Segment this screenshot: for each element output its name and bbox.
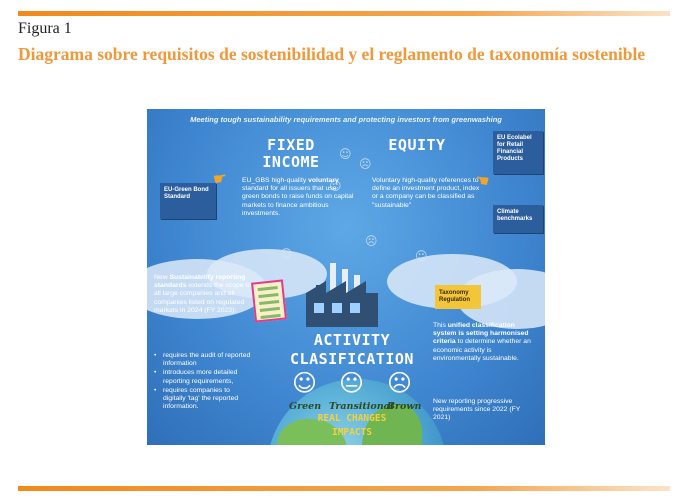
reporting-standards-text: New Sustainability reporting standards extends the scope to all large companies and all companies listed on regulated markets in 2024 (FY 2023):: [154, 274, 252, 314]
infographic: [147, 109, 545, 445]
equity-heading: EQUITY: [388, 136, 446, 154]
list-item: • introduces more detailed reporting requirements,: [154, 369, 254, 385]
face-icon: ☺: [339, 147, 352, 161]
fixed-income-text: EU_GBS high-quality voluntary standard for all issuers that use green bonds to raise funds on capital markets to finance ambitious investments.: [242, 177, 354, 217]
figure-label: Figura 1: [18, 20, 72, 37]
eu-ecolabel-tag: EU Ecolabel for Retail Financial Products: [493, 131, 543, 174]
pointing-hand-icon: ☛: [473, 171, 491, 192]
label-transitional: Transitional: [329, 401, 394, 412]
fixed-income-heading: FIXED INCOME: [262, 136, 320, 171]
report-document-icon: [251, 279, 287, 322]
real-changes-impacts: REAL CHANGES IMPACTS: [317, 413, 387, 438]
climate-benchmarks-tag: Climate benchmarks: [493, 205, 543, 233]
list-item: • requires companies to digitally 'tag' the reported information.: [154, 387, 254, 412]
sad-face-icon: ☹: [387, 369, 413, 397]
taxonomy-text: This unified classification system is setting harmonised criteria to determine whether an economic activity is environmentally sustainable.: [433, 322, 531, 362]
bottom-rule: [18, 486, 670, 491]
figure-title: Diagrama sobre requisitos de sostenibilidad y el reglamento de taxonomía sostenible: [18, 44, 646, 64]
face-icon: ☺: [280, 247, 293, 261]
top-rule: [18, 11, 670, 16]
neutral-face-icon: 😐: [339, 369, 365, 397]
taxonomy-regulation-tag: Taxonomy Regulation: [435, 285, 481, 309]
face-icon: ☺: [329, 179, 342, 193]
list-item: • requires the audit of reported information: [154, 352, 254, 368]
happy-face-icon: ☺: [292, 369, 318, 397]
reporting-requirements-list: [154, 352, 254, 412]
activity-classification-heading: ACTIVITY CLASIFICATION: [290, 331, 414, 368]
pointing-hand-icon: ☛: [211, 169, 229, 190]
label-green: Green: [289, 401, 322, 412]
face-icon: ☹: [359, 157, 372, 171]
eu-green-bond-tag: EU-Green Bond Standard: [160, 183, 216, 219]
progressive-requirements-text: New reporting progressive requirements since 2022 (FY 2021): [433, 398, 521, 422]
factory-icon: [302, 259, 382, 329]
equity-text: Voluntary high-quality references to define an investment product, index or a company can be classified as "sustainable": [372, 177, 480, 209]
label-brown: Brown: [387, 401, 422, 412]
face-icon: ☹: [365, 234, 378, 248]
face-icon: ☺: [415, 249, 428, 263]
infographic-banner: Meeting tough sustainability requirements and protecting investors from greenwashing: [190, 115, 502, 124]
